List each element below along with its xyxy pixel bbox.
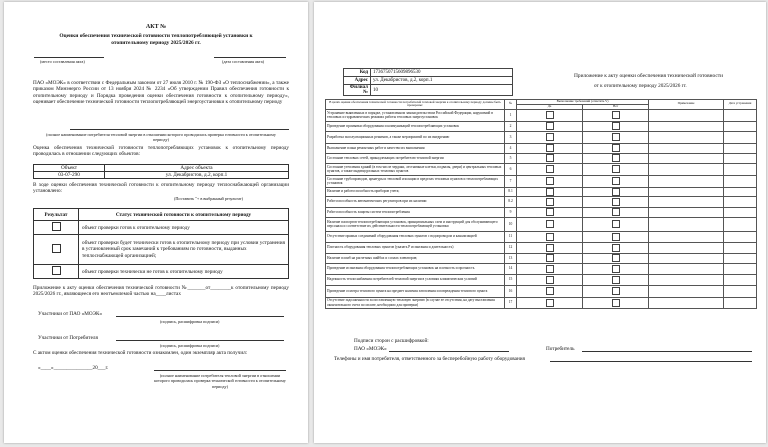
requirement-row: [326, 274, 757, 285]
requirement-row: [326, 207, 757, 217]
requirement-yes-checkbox[interactable]: [546, 244, 554, 252]
requirement-no-checkbox[interactable]: [612, 111, 620, 119]
requirement-no-checkbox[interactable]: [612, 198, 620, 206]
requirement-yes-checkbox[interactable]: [546, 177, 554, 185]
requirement-date-cell[interactable]: [724, 143, 757, 153]
requirement-yes-checkbox[interactable]: [546, 287, 554, 295]
object-address: ул. Декабристов, д.2, корп.1: [105, 172, 289, 179]
requirement-no-checkbox[interactable]: [612, 208, 620, 216]
col-no-header: Нет: [583, 104, 649, 109]
requirement-yes-checkbox[interactable]: [546, 208, 554, 216]
requirement-notes-cell[interactable]: [649, 253, 724, 263]
act-title: АКТ №: [145, 24, 167, 30]
requirement-number: 4: [505, 143, 517, 153]
requirement-yes-cell[interactable]: [517, 109, 583, 121]
requirement-notes-cell[interactable]: [649, 131, 724, 143]
requirement-no-cell[interactable]: [583, 207, 649, 217]
requirement-date-cell[interactable]: [724, 187, 757, 196]
final-line: [154, 370, 286, 371]
consumer-sign-line: [116, 340, 284, 341]
requirement-date-cell[interactable]: [724, 163, 757, 175]
right-document-page: [314, 2, 766, 443]
requirement-row: [326, 109, 757, 121]
requirement-text: Разработка эксплуатационных режимов, а также мероприятий по их внедрению: [326, 131, 505, 143]
consumer-line: [70, 129, 289, 130]
requirement-row: [326, 163, 757, 175]
requirement-yes-checkbox[interactable]: [546, 111, 554, 119]
requirement-yes-cell[interactable]: [517, 285, 583, 297]
requirement-yes-cell[interactable]: [517, 196, 583, 207]
requirement-no-cell[interactable]: [583, 187, 649, 196]
requirement-number: 10: [505, 217, 517, 231]
branch-label: Филиал №: [344, 85, 371, 96]
act-subtitle-line1: Оценки обеспечения технической готовности теплопотребляющей установки к: [59, 33, 253, 39]
signature-consumer-label: Потребитель: [546, 346, 575, 352]
requirement-no-checkbox[interactable]: [612, 276, 620, 284]
col-date-header: Дата устранения: [724, 100, 757, 110]
final-caption: (полное наименование потребителя тепловой энергии в отношении которого проводилась проверка технической готовности к отопительному периоду): [154, 373, 286, 389]
requirement-text: Устранение выявленных в порядке, установленном законодательством Российской Федерации, нарушений в тепловых и гидравлических режимах работы тепловых энергоустановок: [326, 109, 505, 121]
requirement-no-checkbox[interactable]: [612, 122, 620, 130]
requirement-notes-cell[interactable]: [649, 207, 724, 217]
requirement-text: Плотность оборудования тепловых пунктов (указать Р испытания и длительность): [326, 242, 505, 253]
requirement-row: [326, 263, 757, 274]
requirement-no-checkbox[interactable]: [612, 144, 620, 152]
requirement-text: Состояние утепления зданий (в том числе чердаки, лестничные клетки, подвалы, двери) и центральных тепловых пунктов, а также индивидуальных тепловых пунктов: [326, 163, 505, 175]
result-table: [33, 208, 289, 279]
requirement-number: 1: [505, 109, 517, 121]
result-checkbox[interactable]: [52, 266, 61, 275]
requirement-yes-checkbox[interactable]: [546, 265, 554, 273]
requirement-no-checkbox[interactable]: [612, 154, 620, 162]
requirement-no-cell[interactable]: [583, 153, 649, 163]
requirement-no-checkbox[interactable]: [612, 265, 620, 273]
requirement-date-cell[interactable]: [724, 242, 757, 253]
requirement-date-cell[interactable]: [724, 297, 757, 308]
requirement-no-checkbox[interactable]: [612, 287, 620, 295]
requirement-date-cell[interactable]: [724, 207, 757, 217]
requirement-no-checkbox[interactable]: [612, 133, 620, 141]
requirement-row: [326, 153, 757, 163]
requirement-number: 7: [505, 175, 517, 187]
result-header-status: Статус технической готовности к отопительному периоду: [79, 209, 289, 221]
left-document-page: [4, 2, 308, 443]
requirement-yes-checkbox[interactable]: [546, 299, 554, 307]
requirement-row: [326, 196, 757, 207]
address-value: ул. Декабристов, д.2, корп.1: [371, 77, 513, 85]
requirement-date-cell[interactable]: [724, 121, 757, 131]
requirement-date-cell[interactable]: [724, 196, 757, 207]
requirement-notes-cell[interactable]: [649, 242, 724, 253]
requirement-date-cell[interactable]: [724, 217, 757, 231]
requirement-yes-cell[interactable]: [517, 274, 583, 285]
requirement-row: [326, 242, 757, 253]
requirement-text: Надежность теплоснабжения потребителей тепловой энергии в условиях климатических условий: [326, 274, 505, 285]
requirement-date-cell[interactable]: [724, 131, 757, 143]
requirement-no-checkbox[interactable]: [612, 165, 620, 173]
place-caption: (место составления акта): [40, 59, 85, 64]
requirement-yes-cell[interactable]: [517, 175, 583, 187]
requirement-text: Отсутствие прямых соединений оборудования тепловых пунктов с водопроводом и канализацией: [326, 231, 505, 242]
requirement-notes-cell[interactable]: [649, 274, 724, 285]
phone-line: [550, 361, 752, 362]
requirement-text: Проведение осмотра теплового пункта на предмет наличия затопления и повреждения теплового пункта: [326, 285, 505, 297]
col-done-header: Выполнение требований (отметить V): [517, 100, 649, 105]
requirement-date-cell[interactable]: [724, 175, 757, 187]
place-line: [34, 57, 104, 58]
objects-header-address: Адрес объекта: [105, 165, 289, 172]
col-requirements-header: В целях оценки обеспечения технической готовности потребителей тепловой энергии к отопительному периоду должны быть проверены:: [326, 100, 505, 110]
requirement-row: [326, 231, 757, 242]
result-header-result: Результат: [34, 209, 79, 221]
requirement-no-cell[interactable]: [583, 175, 649, 187]
assessment-paragraph: Оценка обеспечения технической готовности теплопотребляющих установок к отопительному периоду проводилась в отношении следующих объектов:: [33, 145, 289, 158]
requirement-yes-checkbox[interactable]: [546, 165, 554, 173]
requirement-row: [326, 131, 757, 143]
requirement-notes-cell[interactable]: [649, 175, 724, 187]
requirement-text: Работоспособность защиты систем теплопотребления: [326, 207, 505, 217]
requirement-date-cell[interactable]: [724, 153, 757, 163]
requirement-notes-cell[interactable]: [649, 231, 724, 242]
result-checkbox-cell[interactable]: [34, 221, 79, 235]
requirement-notes-cell[interactable]: [649, 121, 724, 131]
requirement-yes-cell[interactable]: [517, 143, 583, 153]
requirement-number: 11: [505, 231, 517, 242]
object-info-table: [343, 68, 513, 96]
requirements-table: [325, 99, 757, 309]
requirement-text: Наличие пломб на расчетных шайбах и соплах элеваторов;: [326, 253, 505, 263]
requirement-text: Отсутствие задолженности за поставленную тепловую энергию (в случае ее отсутствия, на дату выставления окончательного счета по оплате, необходимо для проверки): [326, 297, 505, 308]
result-checkbox[interactable]: [52, 222, 61, 231]
signature-moek-label: ПАО «МОЭК»: [354, 346, 387, 352]
requirement-date-cell[interactable]: [724, 274, 757, 285]
objects-table: [33, 164, 289, 179]
requirement-notes-cell[interactable]: [649, 285, 724, 297]
requirement-yes-cell[interactable]: [517, 121, 583, 131]
requirement-yes-cell[interactable]: [517, 231, 583, 242]
requirement-yes-checkbox[interactable]: [546, 220, 554, 228]
participant-moek-label: Участники от ПАО «МОЭК»: [38, 311, 103, 317]
requirement-number: 2: [505, 121, 517, 131]
requirement-number: 8.2: [505, 196, 517, 207]
requirement-no-cell[interactable]: [583, 143, 649, 153]
result-option: объект проверки технически не готов к отопительному периоду: [79, 265, 289, 279]
requirement-text: Проведение испытания оборудования теплопотребляющих установок на плотность и прочность: [326, 263, 505, 274]
appendix-title: Приложение к акту оценки обеспечения технической готовности: [574, 73, 723, 79]
requirement-date-cell[interactable]: [724, 253, 757, 263]
requirement-yes-cell[interactable]: [517, 187, 583, 196]
requirement-row: [326, 253, 757, 263]
requirement-yes-cell[interactable]: [517, 207, 583, 217]
requirement-text: Наличие и работоспособность приборов учета;: [326, 187, 505, 196]
moek-sign-line: [116, 316, 284, 317]
code-label: Код: [344, 69, 371, 77]
requirement-yes-checkbox[interactable]: [546, 254, 554, 262]
requirement-yes-cell[interactable]: [517, 297, 583, 308]
date-caption: (дата составления акта): [222, 59, 265, 64]
address-label: Адрес: [344, 77, 371, 85]
signature-moek-line: [389, 351, 509, 352]
requirement-no-cell[interactable]: [583, 297, 649, 308]
phone-line-label: Телефоны и имя потребителя, ответственного за бесперебойную работу оборудования: [334, 356, 525, 362]
requirement-yes-checkbox[interactable]: [546, 144, 554, 152]
requirement-yes-cell[interactable]: [517, 131, 583, 143]
requirement-text: Состояние тепловых сетей, принадлежащих потребителю тепловой энергии: [326, 153, 505, 163]
requirement-no-checkbox[interactable]: [612, 233, 620, 241]
familiar-paragraph: С актом оценки обеспечения технической готовности ознакомлен, один экземпляр акта получил:: [33, 350, 248, 356]
requirement-no-cell[interactable]: [583, 253, 649, 263]
requirement-number: 9: [505, 207, 517, 217]
object-code: 03-07-290: [34, 172, 105, 179]
requirement-number: 6: [505, 163, 517, 175]
requirement-notes-cell[interactable]: [649, 109, 724, 121]
requirement-yes-cell[interactable]: [517, 163, 583, 175]
requirement-notes-cell[interactable]: [649, 153, 724, 163]
requirement-notes-cell[interactable]: [649, 187, 724, 196]
requirement-notes-cell[interactable]: [649, 297, 724, 308]
requirement-row: [326, 285, 757, 297]
requirement-row: [326, 175, 757, 187]
requirement-notes-cell[interactable]: [649, 263, 724, 274]
requirement-no-checkbox[interactable]: [612, 188, 620, 196]
requirement-text: Работоспособность автоматических регуляторов при их наличии: [326, 196, 505, 207]
consumer-caption: (полное наименование потребителя тепловой энергии в отношении которого проводилась проверка готовности к отопительному периоду): [46, 132, 276, 143]
requirement-row: [326, 217, 757, 231]
requirement-notes-cell[interactable]: [649, 196, 724, 207]
requirement-notes-cell[interactable]: [649, 163, 724, 175]
requirement-text: Выполнение плана ремонтных работ и качество их выполнения: [326, 143, 505, 153]
result-checkbox[interactable]: [52, 244, 61, 253]
requirement-no-checkbox[interactable]: [612, 299, 620, 307]
requirement-text: Состояние трубопроводов, арматуры и тепловой изоляции в пределах тепловых пунктов и теплопотребляющих установок: [326, 175, 505, 187]
requirement-row: [326, 297, 757, 308]
requirement-number: 3: [505, 131, 517, 143]
requirement-no-cell[interactable]: [583, 196, 649, 207]
intro-paragraph: ПАО «МОЭК» в соответствии с Федеральным законом от 27 июля 2010 г. № 190-ФЗ «О теплоснабжении», а также приказом Минэнерго России от 13 ноября 2024 № 2234 «Об утверждении Правил обеспечения готовности к отопительному периоду и Порядка проведения оценки обеспечения готовности к отопительному периоду», оценивает обеспечение технической готовности теплопотребляющей энергоустановки к отопительному периоду: [33, 80, 289, 106]
signatures-title: Подписи сторон с расшифровкой:: [354, 338, 429, 344]
result-option: объект проверки будет технически готов к отопительному периоду при условии устранения в установленный срок замечаний к требованиям по готовности, выданных теплоснабжающей организацией;: [79, 235, 289, 265]
requirement-row: [326, 143, 757, 153]
requirement-number: 5: [505, 153, 517, 163]
signature-consumer-line: [582, 351, 752, 352]
requirement-row: [326, 121, 757, 131]
requirement-no-cell[interactable]: [583, 217, 649, 231]
requirement-number: 15: [505, 274, 517, 285]
requirement-text: Наличие паспортов теплопотребляющих установок, принципиальных схем и инструкций для обслуживающего персонала и соответствие их действительности теплопотребляющей установки: [326, 217, 505, 231]
branch-value: 10: [371, 85, 513, 96]
participant-consumer-label: Участники от Потребителя: [38, 335, 98, 341]
col-num-header: №: [505, 100, 517, 110]
requirement-number: 8.1: [505, 187, 517, 196]
requirement-no-cell[interactable]: [583, 285, 649, 297]
requirement-yes-cell[interactable]: [517, 242, 583, 253]
course-paragraph: В ходе оценки обеспечения технической готовности к отопительному периоду теплоснабжающей организации установлено:: [33, 182, 289, 195]
requirement-yes-cell[interactable]: [517, 153, 583, 163]
requirement-no-cell[interactable]: [583, 231, 649, 242]
requirement-yes-checkbox[interactable]: [546, 233, 554, 241]
requirement-yes-checkbox[interactable]: [546, 122, 554, 130]
requirement-no-checkbox[interactable]: [612, 254, 620, 262]
requirement-no-cell[interactable]: [583, 109, 649, 121]
requirement-no-cell[interactable]: [583, 242, 649, 253]
requirement-number: 14: [505, 263, 517, 274]
requirement-no-cell[interactable]: [583, 263, 649, 274]
receipt-date: «____»_______________20___г.: [38, 365, 109, 371]
requirement-yes-cell[interactable]: [517, 263, 583, 274]
date-line-top: [214, 57, 286, 58]
requirement-number: 17: [505, 297, 517, 308]
moek-sign-caption: (подпись, расшифровка подписи): [160, 319, 220, 324]
result-option: объект проверки готов к отопительному периоду: [79, 221, 289, 235]
requirement-date-cell[interactable]: [724, 285, 757, 297]
act-subtitle-line2: отопительному периоду 2025/2026 гг.: [111, 40, 201, 46]
result-checkbox-cell[interactable]: [34, 235, 79, 265]
requirement-no-checkbox[interactable]: [612, 177, 620, 185]
requirement-date-cell[interactable]: [724, 263, 757, 274]
requirement-no-cell[interactable]: [583, 131, 649, 143]
requirement-date-cell[interactable]: [724, 231, 757, 242]
requirement-text: Проведение промывки оборудования и коммуникаций теплопотребляющих установок: [326, 121, 505, 131]
requirement-yes-checkbox[interactable]: [546, 133, 554, 141]
requirement-number: 12: [505, 242, 517, 253]
consumer-sign-caption: (подпись, расшифровка подписи): [160, 343, 220, 348]
appendix-paragraph: Приложение к акту оценки обеспечения технической готовности №_______от________к отопительному периоду 2025/2026 гг., являющееся его неотъемлемой частью на____листах: [33, 285, 289, 298]
requirement-notes-cell[interactable]: [649, 143, 724, 153]
requirement-number: 13: [505, 253, 517, 263]
requirement-date-cell[interactable]: [724, 109, 757, 121]
requirement-number: 16: [505, 285, 517, 297]
requirement-row: [326, 187, 757, 196]
objects-header-object: Объект: [34, 165, 105, 172]
requirement-no-cell[interactable]: [583, 274, 649, 285]
col-notes-header: Примечание: [649, 100, 724, 110]
requirement-yes-checkbox[interactable]: [546, 198, 554, 206]
requirement-no-checkbox[interactable]: [612, 220, 620, 228]
requirement-no-cell[interactable]: [583, 121, 649, 131]
requirement-notes-cell[interactable]: [649, 217, 724, 231]
requirement-yes-cell[interactable]: [517, 217, 583, 231]
requirement-no-cell[interactable]: [583, 163, 649, 175]
requirement-yes-checkbox[interactable]: [546, 188, 554, 196]
appendix-date-line: от к отопительному периоду 2025/2026 гг.: [594, 83, 687, 89]
requirement-yes-cell[interactable]: [517, 253, 583, 263]
code-value: 1736750715609896530: [371, 69, 513, 77]
requirement-yes-checkbox[interactable]: [546, 276, 554, 284]
course-note: (Поставить "+ в выбранный результат): [174, 196, 243, 201]
result-checkbox-cell[interactable]: [34, 265, 79, 279]
requirement-yes-checkbox[interactable]: [546, 154, 554, 162]
col-yes-header: Да: [517, 104, 583, 109]
requirement-no-checkbox[interactable]: [612, 244, 620, 252]
